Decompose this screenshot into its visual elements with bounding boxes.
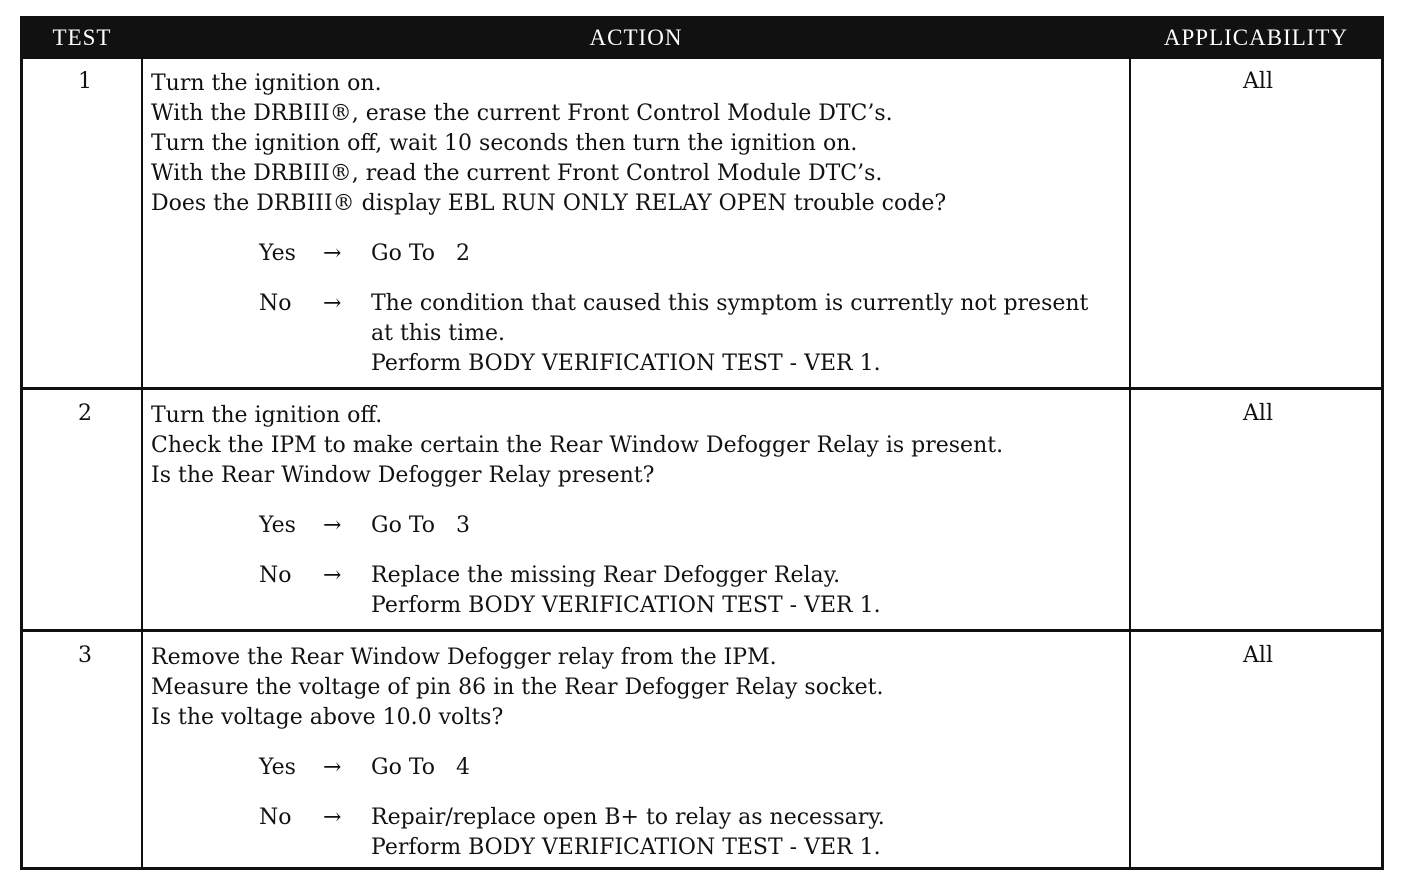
no-label: No [259,563,292,588]
no-result-line: at this time. [371,321,506,346]
action-step: Is the voltage above 10.0 volts? [151,705,504,730]
header-applicability: APPLICABILITY [1163,25,1349,50]
row-divider [23,629,1381,632]
action-step: Turn the ignition off, wait 10 seconds then turn the ignition on. [151,131,858,156]
arrow-icon: → [323,513,342,538]
action-cell [151,69,1131,379]
action-step: With the DRBIII®, erase the current Front Control Module DTC’s. [151,101,893,126]
test-number: 1 [78,69,92,94]
header-test: TEST [52,25,112,50]
test-number: 2 [78,401,92,426]
no-label: No [259,805,292,830]
row-divider [23,387,1381,390]
arrow-icon: → [323,563,342,588]
action-step: Measure the voltage of pin 86 in the Rear Defogger Relay socket. [151,675,884,700]
no-result-line: Repair/replace open B+ to relay as necessary. [371,805,885,830]
no-answer [151,289,1131,379]
no-result-line: The condition that caused this symptom is currently not present [371,291,1089,316]
applicability-value: All [1243,643,1273,668]
yes-result: Go To 2 [371,241,470,266]
yes-result: Go To 4 [371,755,470,780]
yes-answer [151,239,1131,269]
yes-answer [151,511,1131,541]
action-step: Does the DRBIII® display EBL RUN ONLY RELAY OPEN trouble code? [151,191,947,216]
action-cell [151,401,1131,621]
action-step: Is the Rear Window Defogger Relay present? [151,463,655,488]
no-result-line: Replace the missing Rear Defogger Relay. [371,563,841,588]
yes-answer [151,753,1131,783]
applicability-value: All [1243,69,1273,94]
diagnostic-test-table [20,16,1384,870]
header-action: ACTION [589,25,683,50]
no-label: No [259,291,292,316]
arrow-icon: → [323,805,342,830]
arrow-icon: → [323,755,342,780]
yes-result: Go To 3 [371,513,470,538]
no-answer [151,561,1131,621]
no-result-line: Perform BODY VERIFICATION TEST - VER 1. [371,835,881,860]
yes-label: Yes [259,755,296,780]
test-number: 3 [78,643,92,668]
yes-label: Yes [259,241,296,266]
column-divider-test [141,59,143,867]
applicability-value: All [1243,401,1273,426]
action-step: Turn the ignition on. [151,71,382,96]
action-step: Remove the Rear Window Defogger relay from the IPM. [151,645,777,670]
no-answer [151,803,1131,863]
no-result-line: Perform BODY VERIFICATION TEST - VER 1. [371,593,881,618]
action-cell [151,643,1131,863]
action-step: Turn the ignition off. [151,403,383,428]
table-header [23,19,1381,59]
action-step: Check the IPM to make certain the Rear Window Defogger Relay is present. [151,433,1004,458]
yes-label: Yes [259,513,296,538]
no-result-line: Perform BODY VERIFICATION TEST - VER 1. [371,351,881,376]
arrow-icon: → [323,241,342,266]
arrow-icon: → [323,291,342,316]
action-step: With the DRBIII®, read the current Front Control Module DTC’s. [151,161,883,186]
